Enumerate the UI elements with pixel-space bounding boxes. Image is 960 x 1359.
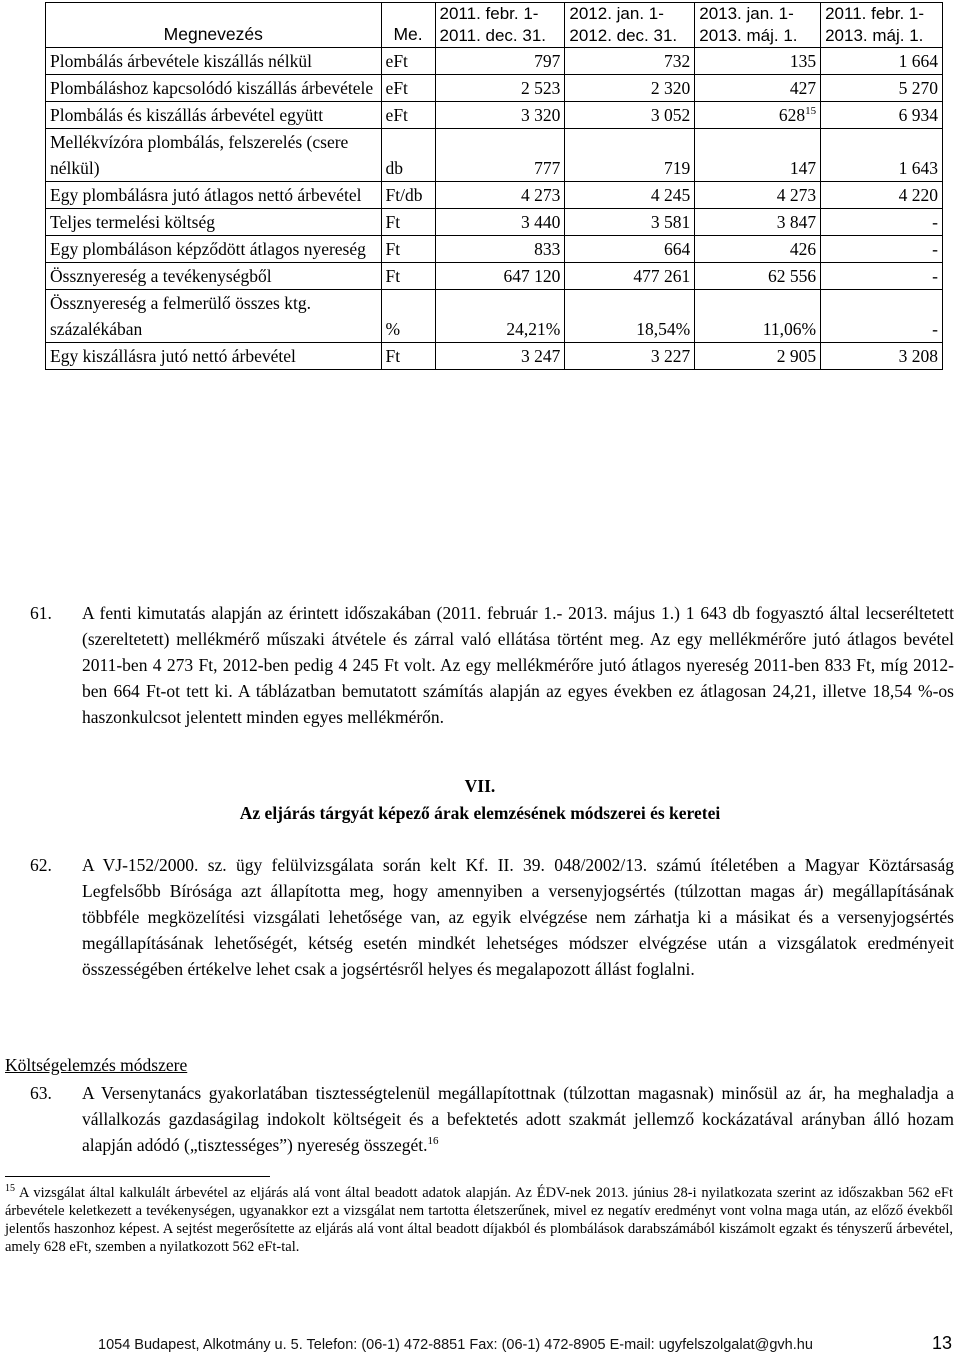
footnote-separator — [5, 1176, 270, 1177]
footnote-15 — [5, 1184, 953, 1256]
row-label: Egy plombáláson képződött átlagos nyereség — [46, 236, 382, 263]
data-table — [45, 2, 943, 370]
row-value-period-2: 664 — [565, 236, 695, 263]
row-value-period-3-text: 2 905 — [776, 346, 817, 366]
footer-address: 1054 Budapest, Alkotmány u. 5. Telefon: (06-1) 472-8851 Fax: (06-1) 472-8905 E-mail: ugyfelszolgalat@gvh.hu — [98, 1337, 813, 1353]
row-unit: % — [381, 290, 435, 343]
row-value-period-3-text: 147 — [789, 158, 817, 178]
row-value-period-2: 477 261 — [565, 263, 695, 290]
row-value-period-2: 4 245 — [565, 182, 695, 209]
row-value-period-3 — [695, 263, 821, 290]
row-value-period-1: 3 440 — [435, 209, 565, 236]
row-value-period-3-text: 628 — [778, 105, 806, 125]
row-label: Egy kiszállásra jutó nettó árbevétel — [46, 343, 382, 370]
row-value-period-4: - — [821, 236, 943, 263]
row-value-period-2: 18,54% — [565, 290, 695, 343]
row-value-period-3 — [695, 102, 821, 129]
row-label: Plombálás árbevétele kiszállás nélkül — [46, 48, 382, 75]
paragraph-63 — [82, 1080, 954, 1158]
header-period-1: 2011. febr. 1- 2011. dec. 31. — [435, 3, 565, 48]
row-label: Teljes termelési költség — [46, 209, 382, 236]
paragraph-62: A VJ-152/2000. sz. ügy felülvizsgálata során kelt Kf. II. 39. 048/2002/13. számú ítéletében a Magyar Köztársaság Legfelsőbb Bírósága azt állapította meg, hogy amennyiben a versenyjogsértés (túlzottan magas ár) megállapításának többféle megközelítési vizsgálati lehetősége van, az egyik elvégzése nem zárhatja ki a másikat és a versenyjogsértés megállapításának lehetőségét, kétség esetén mindkét lehetséges módszer elvégzése után a vizsgálatok eredményeit összességében értékelve lehet csak a jogsértésről helyes és megalapozott állást foglalni. — [82, 855, 954, 979]
row-label: Egy plombálásra jutó átlagos nettó árbevétel — [46, 182, 382, 209]
row-value-period-4: 6 934 — [821, 102, 943, 129]
row-value-period-3 — [695, 129, 821, 182]
table-row — [46, 102, 943, 129]
table-row — [46, 209, 943, 236]
row-value-period-1: 2 523 — [435, 75, 565, 102]
paragraph-61: A fenti kimutatás alapján az érintett időszakában (2011. február 1.- 2013. május 1.) 1 643 db fogyasztó által lecseréltetett (szereltetett) mellékmérő műszaki átvétele és zárral való ellátása történt meg. Az egy mellékmérőre jutó átlagos bevétel 2011-ben 4 273 Ft, 2012-ben pedig 4 245 Ft volt. Az egy mellékmérőre jutó átlagos nyereség 2011-ben 833 Ft, míg 2012-ben 664 Ft-ot tett ki. A táblázatban bemutatott számítás alapján az egyes években ez átlagosan 24,21, illetve 18,54 %-os haszonkulcsot jelentett minden egyes mellékmérőn. — [82, 603, 954, 727]
row-value-period-4: - — [821, 209, 943, 236]
row-value-period-4: 4 220 — [821, 182, 943, 209]
row-value-period-3-text: 427 — [789, 78, 817, 98]
row-value-period-3 — [695, 182, 821, 209]
row-value-period-1: 24,21% — [435, 290, 565, 343]
row-value-period-2: 732 — [565, 48, 695, 75]
row-unit: db — [381, 129, 435, 182]
table-row — [46, 129, 943, 182]
row-value-period-4: 1 664 — [821, 48, 943, 75]
row-value-period-4: - — [821, 290, 943, 343]
header-period-4: 2011. febr. 1- 2013. máj. 1. — [821, 3, 943, 48]
row-value-period-3 — [695, 209, 821, 236]
row-value-period-3 — [695, 290, 821, 343]
row-value-period-3-text: 3 847 — [776, 212, 817, 232]
paragraph-number-62: 62. — [30, 855, 52, 875]
row-label: Plombáláshoz kapcsolódó kiszállás árbevétele — [46, 75, 382, 102]
row-value-period-3-text: 4 273 — [776, 185, 817, 205]
paragraph-number-63: 63. — [30, 1083, 52, 1103]
row-unit: Ft — [381, 236, 435, 263]
footnote-ref-16: 16 — [427, 1135, 439, 1148]
row-value-period-2: 3 227 — [565, 343, 695, 370]
table-row — [46, 263, 943, 290]
header-period-2: 2012. jan. 1- 2012. dec. 31. — [565, 3, 695, 48]
row-value-period-1: 647 120 — [435, 263, 565, 290]
table-header-row — [46, 3, 943, 48]
row-value-period-4: 5 270 — [821, 75, 943, 102]
footnote-ref-15: 15 — [805, 105, 817, 118]
row-unit: Ft — [381, 343, 435, 370]
row-unit: Ft — [381, 263, 435, 290]
row-label: Mellékvízóra plombálás, felszerelés (csere nélkül) — [46, 129, 382, 182]
subheading-cost-analysis: Költségelemzés módszere — [5, 1055, 188, 1075]
row-value-period-1: 777 — [435, 129, 565, 182]
table-row — [46, 290, 943, 343]
paragraph-63-text: A Versenytanács gyakorlatában tisztességtelenül megállapítottnak (túlzottan magasnak) minősül az ár, ha meghaladja a vállalkozás gazdaságilag indokolt költségeit és a befektetés adott szakmát jellemző kockázatával arányban álló hozam alapján adódó („tisztességes”) nyereség összegét. — [82, 1083, 954, 1155]
row-value-period-1: 797 — [435, 48, 565, 75]
row-unit: eFt — [381, 75, 435, 102]
row-value-period-1: 3 247 — [435, 343, 565, 370]
row-value-period-2: 719 — [565, 129, 695, 182]
table-row — [46, 182, 943, 209]
row-value-period-4: 3 208 — [821, 343, 943, 370]
footnote-text: A vizsgálat által kalkulált árbevétel az eljárás alá vont által beadott adatok alapján. Az ÉDV-nek 2013. június 28-i nyilatkozata szerint az időszakban 562 eFt árbevétele keletkezett a tevékenységen, ugyanakkor ezt a vizsgálat nem tartotta életszerűnek, mivel ez negatív eredményt vont volna maga után, az előző évekből jelentős haszonhoz képest. A sejtést megerősítette az eljárás alá vont által beadott díjakból és plombálások darabszámából kiszámolt egzakt és tényszerű árbevétel, amely 628 eFt, szemben a nyilatkozott 562 eFt-tal. — [5, 1185, 953, 1255]
row-value-period-3-text: 11,06% — [762, 319, 817, 339]
row-unit: Ft — [381, 209, 435, 236]
row-value-period-4: 1 643 — [821, 129, 943, 182]
footnote-number: 15 — [5, 1183, 15, 1195]
row-value-period-2: 3 581 — [565, 209, 695, 236]
table-row — [46, 75, 943, 102]
row-label: Plombálás és kiszállás árbevétel együtt — [46, 102, 382, 129]
row-unit: eFt — [381, 48, 435, 75]
row-value-period-3 — [695, 48, 821, 75]
row-value-period-4: - — [821, 263, 943, 290]
page-number: 13 — [932, 1333, 953, 1353]
paragraph-number-61: 61. — [30, 603, 52, 623]
row-value-period-2: 3 052 — [565, 102, 695, 129]
row-label: Össznyereség a tevékenységből — [46, 263, 382, 290]
header-period-3: 2013. jan. 1- 2013. máj. 1. — [695, 3, 821, 48]
row-value-period-2: 2 320 — [565, 75, 695, 102]
row-value-period-3 — [695, 75, 821, 102]
row-unit: eFt — [381, 102, 435, 129]
row-value-period-3-text: 135 — [789, 51, 817, 71]
chapter-number: VII. — [464, 776, 496, 796]
row-value-period-1: 833 — [435, 236, 565, 263]
chapter-title: Az eljárás tárgyát képező árak elemzésének módszerei és keretei — [239, 803, 721, 823]
row-value-period-3-text: 62 556 — [767, 266, 817, 286]
row-label: Össznyereség a felmerülő összes ktg. százalékában — [46, 290, 382, 343]
table-row — [46, 236, 943, 263]
header-unit: Me. — [381, 3, 435, 48]
row-value-period-3-text: 426 — [789, 239, 817, 259]
row-value-period-3 — [695, 343, 821, 370]
row-unit: Ft/db — [381, 182, 435, 209]
header-name: Megnevezés — [46, 3, 382, 48]
row-value-period-1: 3 320 — [435, 102, 565, 129]
table-row — [46, 48, 943, 75]
row-value-period-1: 4 273 — [435, 182, 565, 209]
table-row — [46, 343, 943, 370]
row-value-period-3 — [695, 236, 821, 263]
